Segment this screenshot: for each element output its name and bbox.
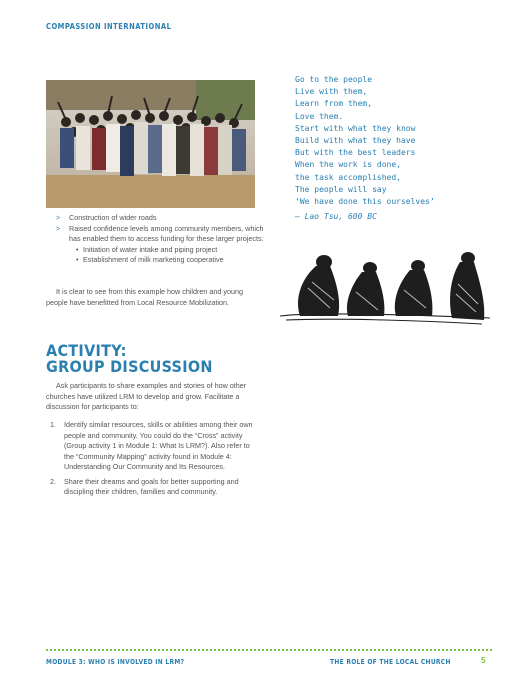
list-item-text: Identify similar resources, skills or abilities among their own people and community. You could do the “Cross” activity (Group activity 1 in Module 1: What Is LRM?). Also refer to the “Community Mapping” activity found in Module 4: Understanding Our Community and Its Resources. xyxy=(64,420,253,471)
poem-attribution: — Lao Tsu, 600 BC xyxy=(295,212,377,222)
activity-heading-line1: ACTIVITY: xyxy=(46,341,127,360)
activity-numbered-list xyxy=(50,420,260,502)
sub-bullet-item xyxy=(56,255,266,266)
poem-line: Learn from them, xyxy=(295,99,373,109)
poem-line: When the work is done, xyxy=(295,160,401,170)
list-item-text: Share their dreams and goals for better supporting and discipling their children, families and community. xyxy=(64,476,239,496)
poem-line: Love them. xyxy=(295,111,344,121)
list-item xyxy=(50,477,260,498)
footer-dotted-rule xyxy=(46,649,492,651)
poem-line: Go to the people xyxy=(295,75,373,84)
poem-line: Build with what they have xyxy=(295,136,416,146)
sub-bullet-text: Establishment of milk marketing cooperative xyxy=(83,255,224,264)
sub-bullet-text: Initiation of water intake and piping project xyxy=(83,244,218,254)
poem-line: Live with them, xyxy=(295,87,368,97)
roads-bullet-list xyxy=(56,213,266,266)
page-number: 5 xyxy=(481,656,486,665)
bullet-text: Construction of wider roads xyxy=(69,213,157,222)
footer-section-title: THE ROLE OF THE LOCAL CHURCH xyxy=(330,658,451,666)
lrm-benefit-paragraph: It is clear to see from this example how children and young people have benefitted from Local Resource Mobilization. xyxy=(46,287,243,307)
footer-module-title: MODULE 3: WHO IS INVOLVED IN LRM? xyxy=(46,658,185,666)
bullet-item xyxy=(56,213,266,224)
poem-line: ‘We have done this ourselves’ xyxy=(295,197,435,207)
poem-line: The people will say xyxy=(295,184,387,194)
activity-heading xyxy=(46,343,213,375)
activity-heading-line2: GROUP DISCUSSION xyxy=(46,357,213,376)
list-item-number: 1. xyxy=(50,420,56,429)
activity-intro-paragraph: Ask participants to share examples and stories of how other churches have utilized LRM to develop and grow. Facilitate a discussion for participants to: xyxy=(46,381,247,411)
community-group-photo xyxy=(46,80,255,208)
poem-line: the task accomplished, xyxy=(295,172,401,182)
sub-bullet-item xyxy=(56,245,266,256)
bullet-item xyxy=(56,224,266,245)
kneeling-figures-sketch xyxy=(272,238,498,332)
lao-tsu-poem xyxy=(295,74,495,223)
poem-line: But with the best leaders xyxy=(295,148,416,158)
chevron-right-icon: > xyxy=(56,213,61,222)
poem-line: Start with what they know xyxy=(295,123,416,133)
bullet-dot-icon: • xyxy=(76,255,79,264)
bullet-text: Raised confidence levels among community members, which has enabled them to access funding for these larger projects: xyxy=(69,223,264,243)
bullet-dot-icon: • xyxy=(76,244,79,254)
list-item xyxy=(50,420,260,473)
chevron-right-icon: > xyxy=(56,223,61,233)
list-item-number: 2. xyxy=(50,476,56,486)
header-org-name: COMPASSION INTERNATIONAL xyxy=(46,22,172,31)
